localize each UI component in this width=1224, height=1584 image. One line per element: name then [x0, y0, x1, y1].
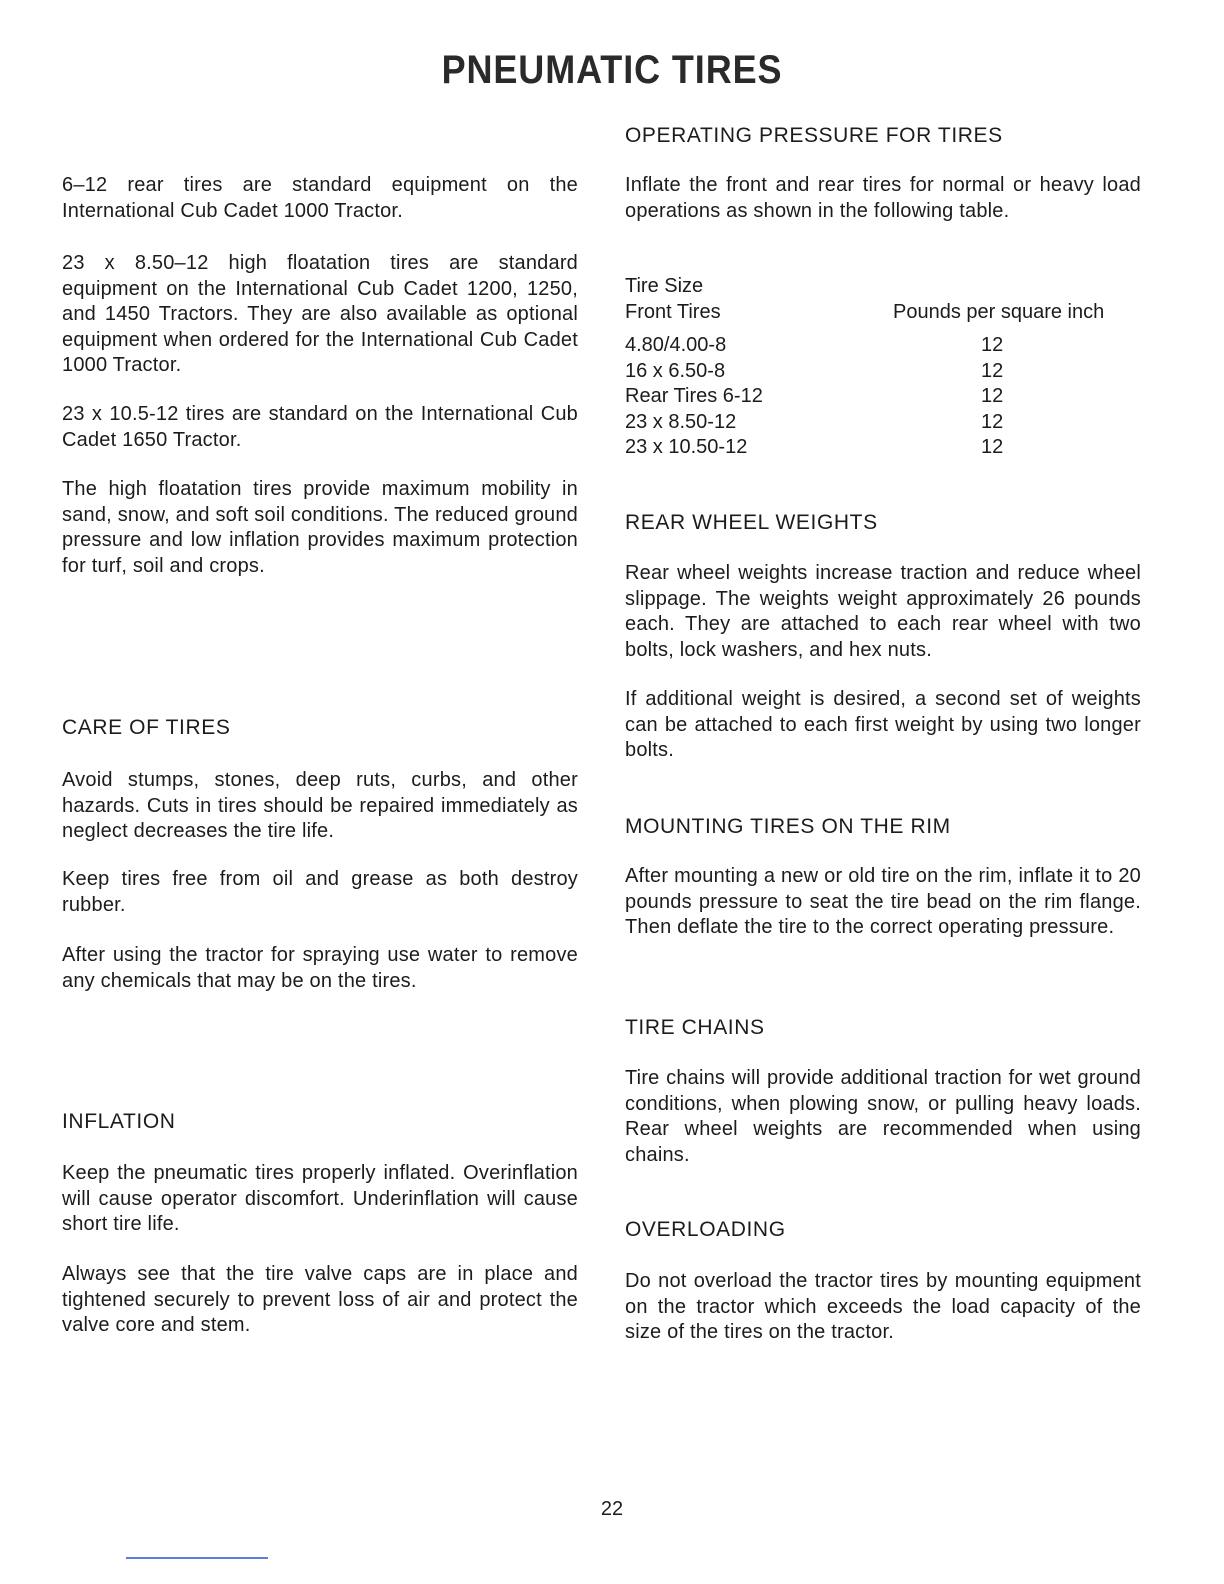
- table-row: [625, 333, 1141, 359]
- psi-cell: 12: [981, 334, 1004, 356]
- header-psi: Pounds per square inch: [893, 300, 1105, 323]
- page-title: PNEUMATIC TIRES: [441, 48, 783, 92]
- table-row: [625, 435, 1141, 461]
- care-heading: CARE OF TIRES: [62, 716, 231, 739]
- tire-size-cell: Rear Tires 6-12: [625, 385, 763, 407]
- intro-paragraph-4: The high floatation tires provide maximum mobility in sand, snow, and soft soil conditions. The reduced ground pressure and low inflation provides maximum protection for turf, soil and crops.: [62, 478, 578, 577]
- mounting-paragraph: After mounting a new or old tire on the rim, inflate it to 20 pounds pressure to seat the tire bead on the rim flange. Then deflate the tire to the correct operating pressure.: [625, 865, 1141, 939]
- table-row: [625, 410, 1141, 436]
- inflation-paragraph-2: Always see that the tire valve caps are in place and tightened securely to prevent loss of air and protect the valve core and stem.: [62, 1263, 578, 1337]
- mounting-heading: MOUNTING TIRES ON THE RIM: [625, 815, 951, 838]
- table-header-row-2: [625, 300, 1141, 326]
- tire-size-cell: 23 x 8.50-12: [625, 410, 737, 433]
- page-number: 22: [600, 1498, 624, 1520]
- weights-paragraph-1: Rear wheel weights increase traction and reduce wheel slippage. The weights weight approximately 26 pounds each. They are attached to each rear wheel with two bolts, lock washers, and hex nuts.: [625, 562, 1141, 661]
- tire-size-cell: 4.80/4.00-8: [625, 334, 727, 356]
- care-paragraph-3: After using the tractor for spraying use water to remove any chemicals that may be on the tires.: [62, 944, 578, 992]
- psi-cell: 12: [981, 410, 1004, 433]
- table-row: [625, 359, 1141, 385]
- psi-cell: 12: [981, 359, 1004, 382]
- chains-paragraph: Tire chains will provide additional traction for wet ground conditions, when plowing snow, or pulling heavy loads. Rear wheel weights are recommended when using chains.: [625, 1067, 1141, 1166]
- intro-paragraph-3: 23 x 10.5-12 tires are standard on the International Cub Cadet 1650 Tractor.: [62, 403, 578, 451]
- weights-paragraph-2: If additional weight is desired, a second set of weights can be attached to each first weight by using two longer bolts.: [625, 688, 1141, 762]
- tire-size-cell: 16 x 6.50-8: [625, 359, 726, 382]
- table-header-row-1: [625, 274, 1141, 300]
- header-tire-size: Tire Size: [625, 275, 704, 297]
- overloading-paragraph: Do not overload the tractor tires by mounting equipment on the tractor which exceeds the load capacity of the size of the tires on the tractor.: [625, 1270, 1141, 1344]
- inflation-paragraph-1: Keep the pneumatic tires properly inflated. Overinflation will cause operator discomfort. Underinflation will cause short tire life.: [62, 1162, 578, 1236]
- operating-paragraph: Inflate the front and rear tires for normal or heavy load operations as shown in the following table.: [625, 174, 1141, 222]
- intro-paragraph-2: 23 x 8.50–12 high floatation tires are standard equipment on the International Cub Cadet 1200, 1250, and 1450 Tractors. They are also available as optional equipment when ordered for the International Cub Cadet 1000 Tractor.: [62, 252, 578, 377]
- inflation-heading: INFLATION: [62, 1110, 176, 1133]
- table-row: [625, 384, 1141, 410]
- header-front-tires: Front Tires: [625, 300, 721, 323]
- chains-heading: TIRE CHAINS: [625, 1016, 765, 1039]
- care-paragraph-1: Avoid stumps, stones, deep ruts, curbs, and other hazards. Cuts in tires should be repaired immediately as neglect decreases the tire life.: [62, 769, 578, 843]
- care-paragraph-2: Keep tires free from oil and grease as both destroy rubber.: [62, 868, 578, 916]
- pressure-table: [625, 274, 1141, 461]
- overloading-heading: OVERLOADING: [625, 1218, 786, 1241]
- psi-cell: 12: [981, 385, 1004, 407]
- weights-heading: REAR WHEEL WEIGHTS: [625, 511, 878, 534]
- tire-size-cell: 23 x 10.50-12: [625, 436, 748, 458]
- psi-cell: 12: [981, 436, 1004, 458]
- intro-paragraph-1: 6–12 rear tires are standard equipment on the International Cub Cadet 1000 Tractor.: [62, 174, 578, 222]
- footer-rule: [126, 1557, 268, 1559]
- operating-heading: OPERATING PRESSURE FOR TIRES: [625, 124, 1003, 147]
